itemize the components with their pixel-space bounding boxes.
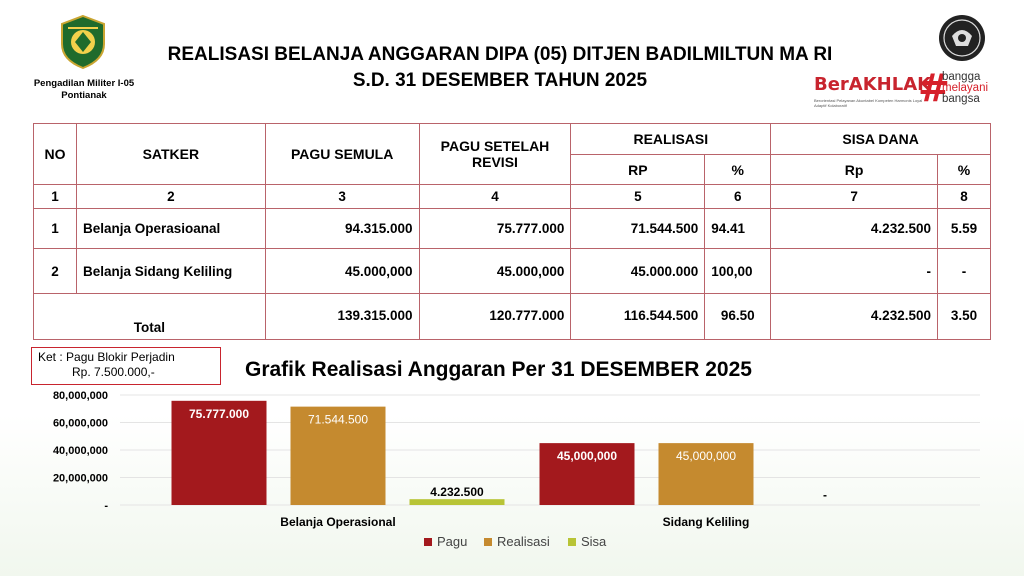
index-cell: 6 <box>705 185 771 209</box>
tagline <box>942 72 988 105</box>
cell-real-rp: 45.000.000 <box>571 249 705 294</box>
data-label: - <box>823 488 827 502</box>
cell-total-sisa-pct: 3.50 <box>937 294 990 340</box>
legend-swatch-sisa <box>568 538 576 546</box>
y-tick-label: - <box>104 500 108 512</box>
title-line2: S.D. 31 DESEMBER TAHUN 2025 <box>352 70 648 91</box>
header-sisa-rp: Rp <box>771 155 938 185</box>
note-line2: Rp. 7.500.000,- <box>72 365 155 379</box>
total-row <box>34 294 991 340</box>
cell-total-pagu-revisi: 120.777.000 <box>419 294 571 340</box>
index-cell: 8 <box>937 185 990 209</box>
cell-no: 2 <box>34 249 77 294</box>
data-label: 4.232.500 <box>430 485 484 500</box>
cell-real-pct: 100,00 <box>705 249 771 294</box>
hash-icon: # <box>918 66 950 110</box>
legend-label: Sisa <box>581 534 607 549</box>
data-label: 75.777.000 <box>188 406 250 421</box>
category-label: Belanja Operasional <box>280 515 396 529</box>
berakhlak-subtitle: Berorientasi Pelayanan Akuntabel Kompeten Harmonis Loyal Adaptif Kolaboratif <box>814 98 923 108</box>
header-real-rp: RP <box>571 155 705 185</box>
cell-pagu-revisi: 45.000,000 <box>419 249 571 294</box>
header-pagu-revisi: PAGU SETELAH REVISI <box>419 124 571 185</box>
index-cell: 4 <box>419 185 571 209</box>
tagline-word: bangga <box>942 71 981 83</box>
header-no: NO <box>34 124 77 185</box>
budget-table <box>33 123 991 340</box>
cell-total-pagu-semula: 139.315.000 <box>265 294 419 340</box>
note-line1: Ket : Pagu Blokir Perjadin <box>38 350 175 364</box>
emblem-icon <box>938 14 986 62</box>
header-pagu-semula: PAGU SEMULA <box>265 124 419 185</box>
cell-sisa-rp: 4.232.500 <box>771 209 938 249</box>
page-title <box>120 42 880 94</box>
header-satker: SATKER <box>76 124 265 185</box>
cell-real-rp: 71.544.500 <box>571 209 705 249</box>
chart-title: Grafik Realisasi Anggaran Per 31 DESEMBER 2025 <box>245 358 752 381</box>
y-tick-label: 80,000,000 <box>52 390 108 402</box>
data-label: 45,000,000 <box>556 449 618 464</box>
cell-sisa-rp: - <box>771 249 938 294</box>
data-label: 45,000,000 <box>675 449 737 464</box>
cell-pagu-semula: 94.315.000 <box>265 209 419 249</box>
index-cell: 7 <box>771 185 938 209</box>
cell-satker: Belanja Operasioanal <box>76 209 265 249</box>
legend-swatch-pagu <box>424 538 432 546</box>
table-row <box>34 209 991 249</box>
index-row <box>34 185 991 209</box>
court-logo-icon <box>58 14 108 70</box>
index-cell: 1 <box>34 185 77 209</box>
table-row <box>34 249 991 294</box>
index-cell: 2 <box>76 185 265 209</box>
title-line1: REALISASI BELANJA ANGGARAN DIPA (05) DITJEN BADILMILTUN MA RI <box>167 44 833 65</box>
cell-no: 1 <box>34 209 77 249</box>
cell-real-pct: 94.41 <box>705 209 771 249</box>
tagline-word: bangsa <box>942 93 980 105</box>
y-tick-label: 20,000,000 <box>52 472 108 485</box>
data-label: 71.544.500 <box>307 412 369 427</box>
cell-total-real-pct: 96.50 <box>705 294 771 340</box>
legend-label: Pagu <box>437 534 468 549</box>
legend-label: Realisasi <box>497 534 550 549</box>
y-tick-label: 40,000,000 <box>52 445 108 457</box>
header-real-pct: % <box>705 155 771 185</box>
cell-sisa-pct: - <box>937 249 990 294</box>
category-label: Sidang Keliling <box>662 515 750 529</box>
bar-sisa <box>410 499 505 505</box>
index-cell: 5 <box>571 185 705 209</box>
index-cell: 3 <box>265 185 419 209</box>
tagline-word: melayani <box>942 82 989 94</box>
court-name-line1: Pengadilan Militer I-05 <box>33 78 135 89</box>
y-tick-label: 60,000,000 <box>52 417 108 430</box>
legend-swatch-realisasi <box>484 538 492 546</box>
header-realisasi: REALISASI <box>571 124 771 155</box>
header-sisa: SISA DANA <box>771 124 991 155</box>
cell-total-label: Total <box>34 294 266 340</box>
bar-chart <box>0 384 1024 576</box>
cell-sisa-pct: 5.59 <box>937 209 990 249</box>
cell-total-real-rp: 116.544.500 <box>571 294 705 340</box>
cell-satker: Belanja Sidang Keliling <box>76 249 265 294</box>
note-box <box>31 347 221 385</box>
court-name-line2: Pontianak <box>61 90 107 101</box>
berakhlak-logo <box>814 66 1014 112</box>
berakhlak-wordmark: BerAKHLAK <box>814 74 932 95</box>
cell-pagu-revisi: 75.777.000 <box>419 209 571 249</box>
header-sisa-pct: % <box>937 155 990 185</box>
cell-total-sisa-rp: 4.232.500 <box>771 294 938 340</box>
cell-pagu-semula: 45.000,000 <box>265 249 419 294</box>
